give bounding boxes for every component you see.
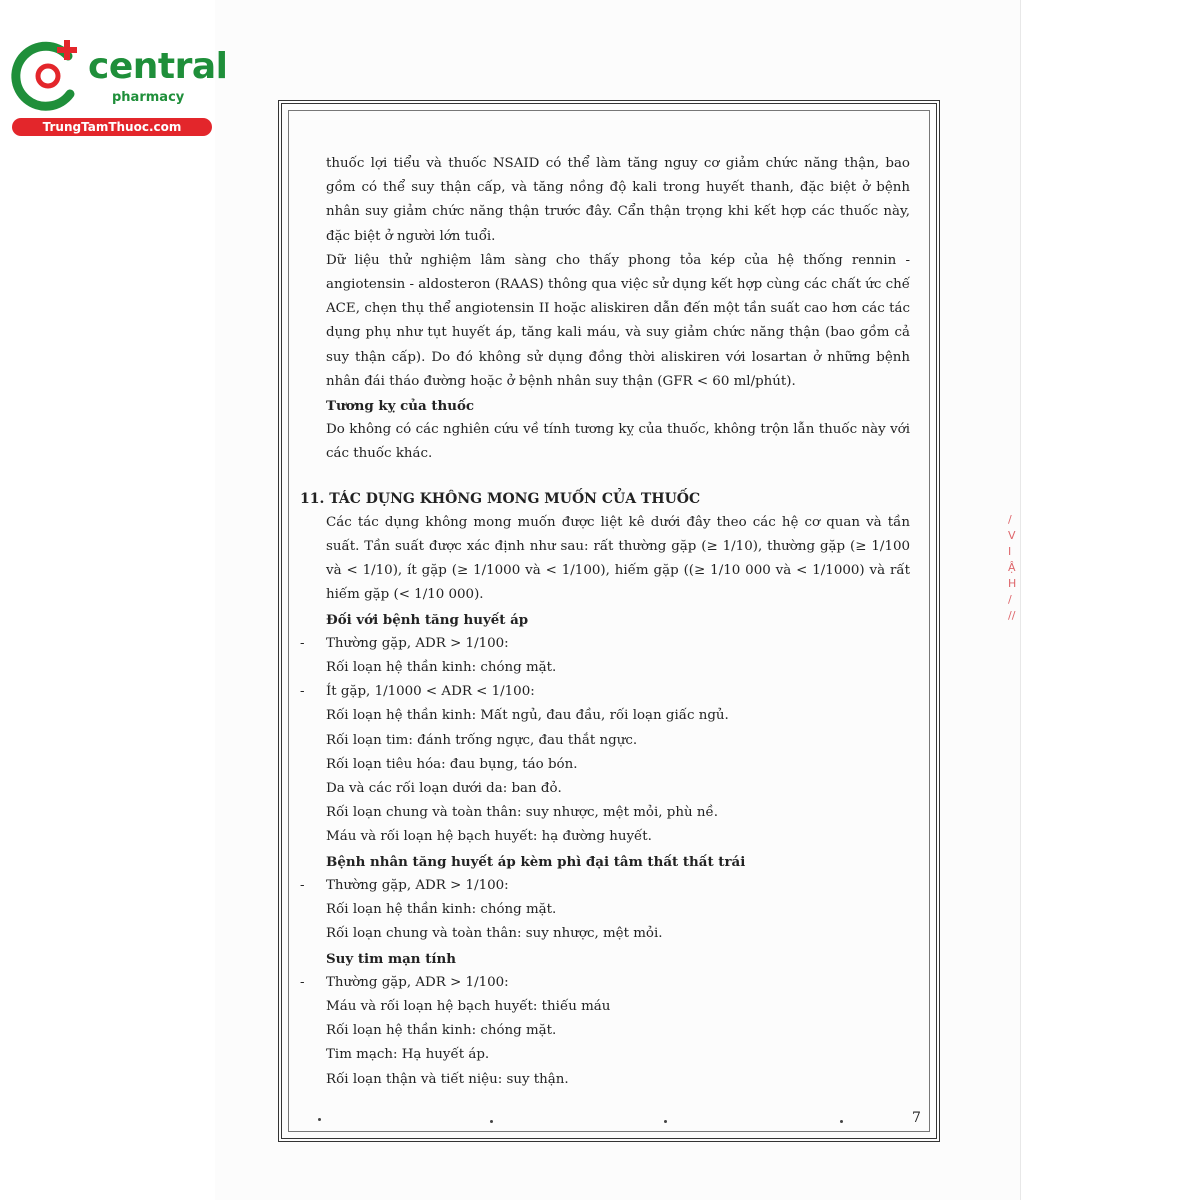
list-item: Rối loạn tiêu hóa: đau bụng, táo bón. <box>326 756 578 772</box>
page-number: 7 <box>912 1110 921 1126</box>
list-item: Rối loạn hệ thần kinh: chóng mặt. <box>326 1023 557 1039</box>
list-item: - Ít gặp, 1/1000 < ADR < 1/100: <box>300 684 535 700</box>
logo-url-badge[interactable]: TrungTamThuoc.com <box>12 118 212 136</box>
heading-heart-failure: Suy tim mạn tính <box>326 950 456 967</box>
paragraph-tuong-ky: Do không có các nghiên cứu về tính tương kỵ của thuốc, không trộn lẫn thuốc này với các thuốc khác. <box>326 422 910 462</box>
section-11-title: 11. TÁC DỤNG KHÔNG MONG MUỐN CỦA THUỐC <box>300 490 701 507</box>
heading-lvh: Bệnh nhân tăng huyết áp kèm phì đại tâm thất thất trái <box>326 853 746 870</box>
list-item: Rối loạn tim: đánh trống ngực, đau thắt ngực. <box>326 732 638 748</box>
list-item: Rối loạn thận và tiết niệu: suy thận. <box>326 1071 569 1087</box>
list-item: Tim mạch: Hạ huyết áp. <box>326 1047 490 1063</box>
list-item: - Thường gặp, ADR > 1/100: <box>300 974 509 990</box>
paragraph-frequency: Các tác dụng không mong muốn được liệt kê dưới đây theo các hệ cơ quan và tần suất. Tần suất được xác định như sau: rất thường gặp (≥ 1/10), thường gặp (≥ 1/100 và < 1/10), ít gặp (≥ 1/1000 và < 1/100), hiếm gặp ((≥ 1/10 000 và < 1/1000) và rất hiếm gặp (< 1/10 000). <box>326 514 910 603</box>
list-item: - Thường gặp, ADR > 1/100: <box>300 877 509 893</box>
list-item: Rối loạn hệ thần kinh: Mất ngủ, đau đầu, rối loạn giấc ngủ. <box>326 708 729 724</box>
scan-speck <box>318 1118 321 1121</box>
list-item: Rối loạn chung và toàn thân: suy nhược, mệt mỏi. <box>326 926 663 942</box>
scan-speck <box>840 1120 843 1123</box>
document-content <box>300 152 910 1092</box>
partial-stamp-icon: / V I Ậ H / // <box>1008 513 1017 622</box>
list-item: Rối loạn hệ thần kinh: chóng mặt. <box>326 902 557 918</box>
heading-hypertension: Đối với bệnh tăng huyết áp <box>326 611 529 628</box>
list-item: - Thường gặp, ADR > 1/100: <box>300 635 509 651</box>
logo-brand: central <box>88 46 228 87</box>
list-item: Rối loạn chung và toàn thân: suy nhược, mệt mỏi, phù nề. <box>326 805 718 821</box>
paragraph-interaction-nsaid: thuốc lợi tiểu và thuốc NSAID có thể làm tăng nguy cơ giảm chức năng thận, bao gồm có thể suy thận cấp, và tăng nồng độ kali trong huyết thanh, đặc biệt ở bệnh nhân suy giảm chức năng thận trước đây. Cẩn thận trọng khi kết hợp các thuốc này, đặc biệt ở người lớn tuổi. <box>326 156 910 244</box>
heading-tuong-ky: Tương kỵ của thuốc <box>326 398 475 415</box>
list-item: Da và các rối loạn dưới da: ban đỏ. <box>326 781 562 797</box>
list-item: Rối loạn hệ thần kinh: chóng mặt. <box>326 660 557 676</box>
logo-mark-icon <box>10 38 90 118</box>
central-pharmacy-logo[interactable] <box>10 38 228 138</box>
list-item: Máu và rối loạn hệ bạch huyết: thiếu máu <box>326 998 611 1014</box>
list-item: Máu và rối loạn hệ bạch huyết: hạ đường huyết. <box>326 829 652 845</box>
paragraph-raas: Dữ liệu thử nghiệm lâm sàng cho thấy phong tỏa kép của hệ thống rennin - angiotensin - aldosteron (RAAS) thông qua việc sử dụng kết hợp cùng các chất ức chế ACE, chẹn thụ thể angiotensin II hoặc aliskiren dẫn đến một tần suất cao hơn các tác dụng phụ như tụt huyết áp, tăng kali máu, và suy giảm chức năng thận (bao gồm cả suy thận cấp). Do đó không sử dụng đồng thời aliskiren với losartan ở những bệnh nhân đái tháo đường hoặc ở bệnh nhân suy thận (GFR < 60 ml/phút). <box>326 252 910 389</box>
logo-subtitle: pharmacy <box>112 90 185 105</box>
scan-speck <box>490 1120 493 1123</box>
scan-speck <box>664 1120 667 1123</box>
